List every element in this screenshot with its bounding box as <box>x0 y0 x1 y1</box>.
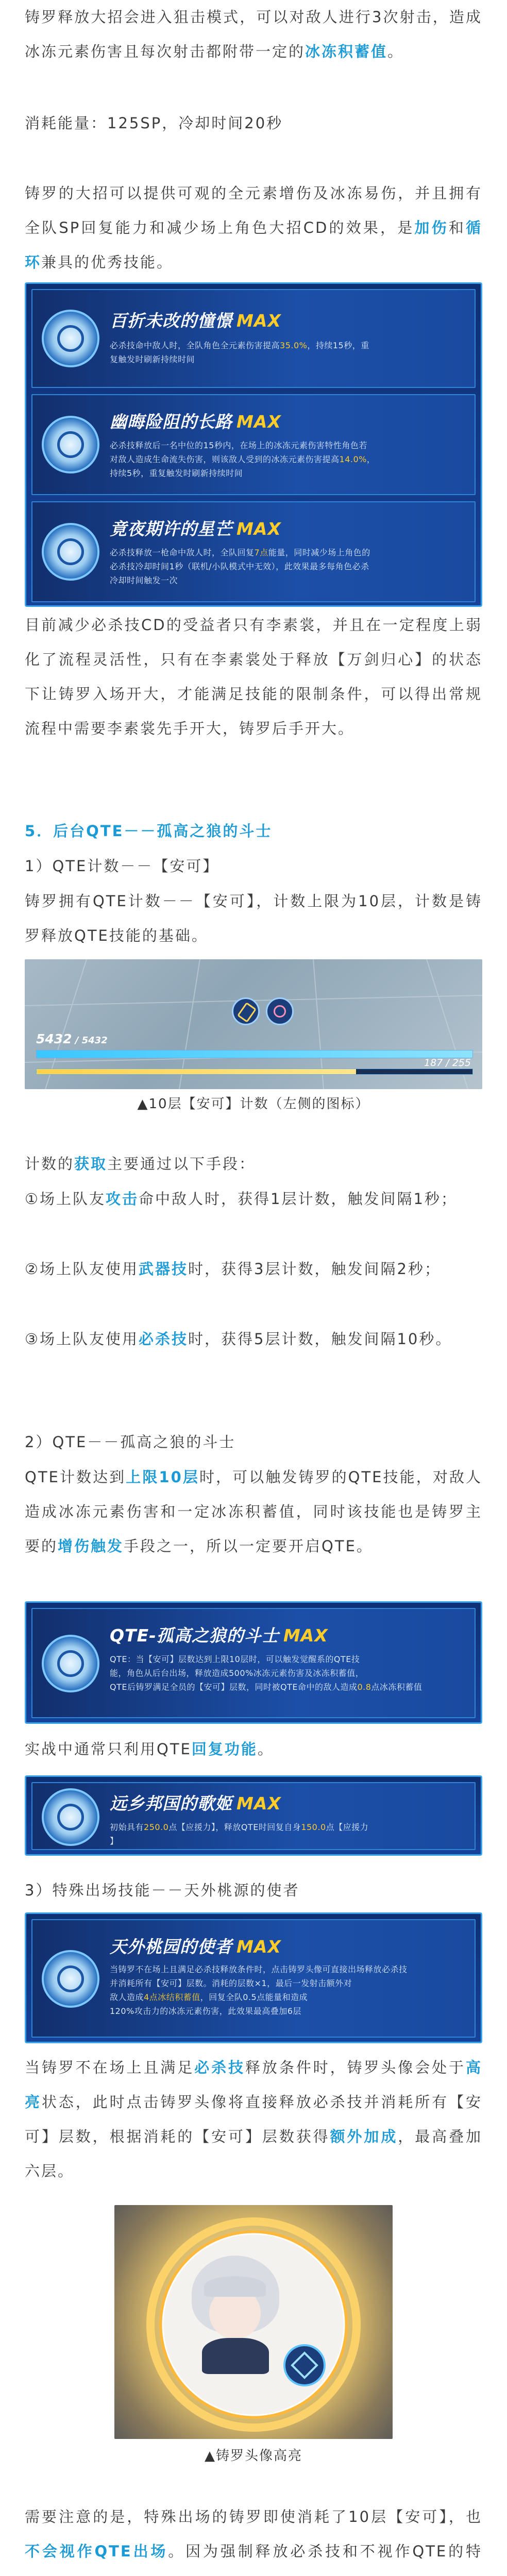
skill-row-1 <box>31 289 476 388</box>
skill-title: 天外桃园的使者 MAX <box>110 1937 281 1957</box>
highlight-not-qte: 不会视作QTE出场 <box>25 2543 168 2560</box>
highlight-gain: 获取 <box>74 1155 108 1173</box>
highlight-attack: 攻击 <box>106 1190 139 1208</box>
skill-emblem-icon <box>42 310 99 367</box>
skill-description: 初始具有250.0点【应援力】，释放QTE时回复自身150.0点【应援力 】 <box>110 1822 369 1846</box>
highlight-ultimate: 必杀技 <box>139 1330 189 1348</box>
sp-bar-fill <box>37 1069 356 1074</box>
skill-card-special-entry <box>25 1912 482 2043</box>
text: 。 <box>387 43 404 60</box>
skill-description: 必杀技释放后一名中位的15秒内，在场上的冰冻元素伤害特性角色若 对敌人造成生命流失伤害，则该敌人受到的冰冻元素伤害提高14.0%， 持续5秒，重复触发时刷新持续时间 <box>110 440 376 478</box>
subheading-special-entry: 3）特殊出场技能－－天外桃源的使者 <box>25 1882 300 1899</box>
avatar-highlight-screenshot <box>114 2205 393 2439</box>
max-badge: MAX <box>236 519 281 539</box>
list-item-ultimate: ③场上队友使用必杀技时，获得5层计数，触发间隔10秒。 <box>25 1330 452 1348</box>
max-badge: MAX <box>236 1793 281 1814</box>
text: 和 <box>448 219 466 236</box>
caption-encore-count: ▲10层【安可】计数（左侧的图标） <box>137 1096 370 1112</box>
hp-bar <box>36 1050 473 1058</box>
skill-row-idol <box>31 1782 476 1850</box>
paragraph-ult-summary <box>25 176 482 280</box>
highlight-cycle: 循环 <box>25 219 482 271</box>
sniper-skill-icon <box>232 997 260 1025</box>
skill-title: 竟夜期许的星芒 MAX <box>110 519 281 539</box>
max-badge: MAX <box>236 412 281 432</box>
text: 铸罗释放大招会进入狙击模式，可以对敌人进行3次射击，造成冰冻元素伤害且每次射击都附带一定的 <box>25 8 482 60</box>
skill-title: 远乡邦国的歌姬 MAX <box>110 1793 281 1814</box>
skill-card-idol <box>25 1775 482 1856</box>
hp-bar-fill <box>37 1050 472 1058</box>
paragraph-qte-recovery: 实战中通常只利用QTE回复功能。 <box>25 1740 274 1758</box>
paragraph-qte-trigger: QTE计数达到上限10层时，可以触发铸罗的QTE技能，对敌人造成冰冻元素伤害和一定冰冻积蓄值，同时该技能也是铸罗主要的增伤触发手段之一，所以一定要开启QTE。 <box>25 1468 482 1555</box>
game-hud-screenshot <box>25 959 482 1089</box>
paragraph-encore: 铸罗拥有QTE计数－－【安可】，计数上限为10层，计数是铸罗释放QTE技能的基础。 <box>25 892 482 944</box>
max-badge: MAX <box>283 1625 328 1646</box>
paragraph-cd-reduction: 目前减少必杀技CD的受益者只有李素裳，并且在一定程度上弱化了流程灵活性，只有在李素裳处于释放【万剑归心】的状态下让铸罗入场开大，才能满足技能的限制条件，可以得出常规流程中需要李素裳先手开大，铸罗后手开大。 <box>25 616 482 737</box>
paragraph-counter-gain: 计数的获取主要通过以下手段： <box>25 1155 256 1173</box>
caption-avatar-highlight: ▲铸罗头像高亮 <box>205 2448 302 2464</box>
skill-card-ultimate-passives <box>25 282 482 607</box>
skill-row-qte <box>31 1608 476 1718</box>
skill-description: QTE：当【安可】层数达到上限10层时，可以触发觉醒系的QTE技 能，角色从后台出场，释放造成500%冰冻元素伤害及冰冻积蓄值， QTE后铸罗满足全员的【安可】层数，同时被QTE命中的敌人造成0.8点冰冻积蓄值 <box>110 1654 422 1692</box>
subheading-qte-skill: 2）QTE－－孤高之狼的斗士 <box>25 1433 236 1451</box>
highlight-dmg-trigger: 增伤触发 <box>58 1537 124 1555</box>
skill-emblem-icon <box>42 1788 99 1846</box>
hp-readout: 5432 / 5432 <box>36 1031 108 1046</box>
max-badge: MAX <box>236 311 281 331</box>
skill-title: 幽晦险阻的长路 MAX <box>110 412 281 432</box>
paragraph-special-note: 需要注意的是，特殊出场的铸罗即使消耗了10层【安可】，也不会视作QTE出场。因为强制释放必杀技和不视作QTE的特 <box>25 2508 482 2560</box>
skill-title: QTE-孤高之狼的斗士 MAX <box>110 1625 328 1646</box>
skill-card-qte <box>25 1601 482 1724</box>
text: 铸罗的大招可以提供可观的全元素增伤及冰冻易伤，并且拥有全队SP回复能力和减少场上角色大招CD的效果，是 <box>25 184 482 236</box>
list-item-weapon-skill: ②场上队友使用武器技时，获得3层计数，触发间隔2秒； <box>25 1260 441 1278</box>
highlight-recovery: 回复功能 <box>191 1740 258 1758</box>
paragraph-special-entry: 当铸罗不在场上且满足必杀技释放条件时，铸罗头像会处于高亮状态，此时点击铸罗头像将直接释放必杀技并消耗所有【安可】层数，根据消耗的【安可】层数获得额外加成，最高叠加六层。 <box>25 2059 482 2180</box>
encore-counter-icon <box>266 997 294 1025</box>
paragraph-energy-cost: 消耗能量：125SP，冷却时间20秒 <box>25 114 283 132</box>
special-entry-badge-icon <box>283 2344 326 2386</box>
skill-description: 当铸罗不在场上且满足必杀技释放条件时，点击铸罗头像可直接出场释放必杀技 并消耗所有【安可】层数。消耗的层数×1，最后一发射击额外对 敌人造成4点冰结积蓄值，回复全队0.5点能量和造成 120%攻击力的冰冻元素伤害，此效果最高叠加6层 <box>110 1964 408 2016</box>
highlight-cap: 上限10层 <box>126 1468 199 1486</box>
skill-title: 百折未改的憧憬 MAX <box>110 311 281 331</box>
highlight-ultimate: 必杀技 <box>194 2059 245 2076</box>
sp-readout: 187 / 255 <box>424 1057 471 1069</box>
sp-bar <box>36 1069 473 1075</box>
skill-emblem-icon <box>42 416 99 473</box>
skill-description: 必杀技释放一枪命中敌人时，全队回复7点能量，同时减少场上角色的 必杀技冷却时间1秒（联机/小队模式中无效），此效果最多每角色必杀 冷却时间触发一次 <box>110 548 370 585</box>
highlight-extra-bonus: 额外加成 <box>330 2128 398 2145</box>
skill-emblem-icon <box>42 1635 99 1692</box>
skill-emblem-icon <box>42 1950 99 2008</box>
skill-row-3 <box>31 501 476 602</box>
subheading-qte-counter: 1）QTE计数－－【安可】 <box>25 857 219 875</box>
highlight-weapon-skill: 武器技 <box>139 1260 189 1278</box>
skill-description: 必杀技命中敌人时，全队角色全元素伤害提高35.0%，持续15秒，重 复触发时刷新持续时间 <box>110 341 369 364</box>
section-title-qte: 5．后台QTE－－孤高之狼的斗士 <box>25 822 273 840</box>
skill-row-2 <box>31 394 476 495</box>
max-badge: MAX <box>236 1937 281 1957</box>
skill-row-special <box>31 1919 476 2038</box>
list-item-attack: ①场上队友攻击命中敌人时，获得1层计数，触发间隔1秒； <box>25 1190 458 1208</box>
highlight-dmg-boost: 加伤 <box>414 219 449 236</box>
text: 兼具的优秀技能。 <box>41 253 174 271</box>
highlight-bright: 高亮 <box>25 2059 482 2111</box>
skill-emblem-icon <box>42 523 99 581</box>
highlight-freeze-buildup: 冰冻积蓄值 <box>305 43 388 60</box>
paragraph-ult-sniper <box>25 0 482 69</box>
character-portrait <box>187 2256 284 2369</box>
